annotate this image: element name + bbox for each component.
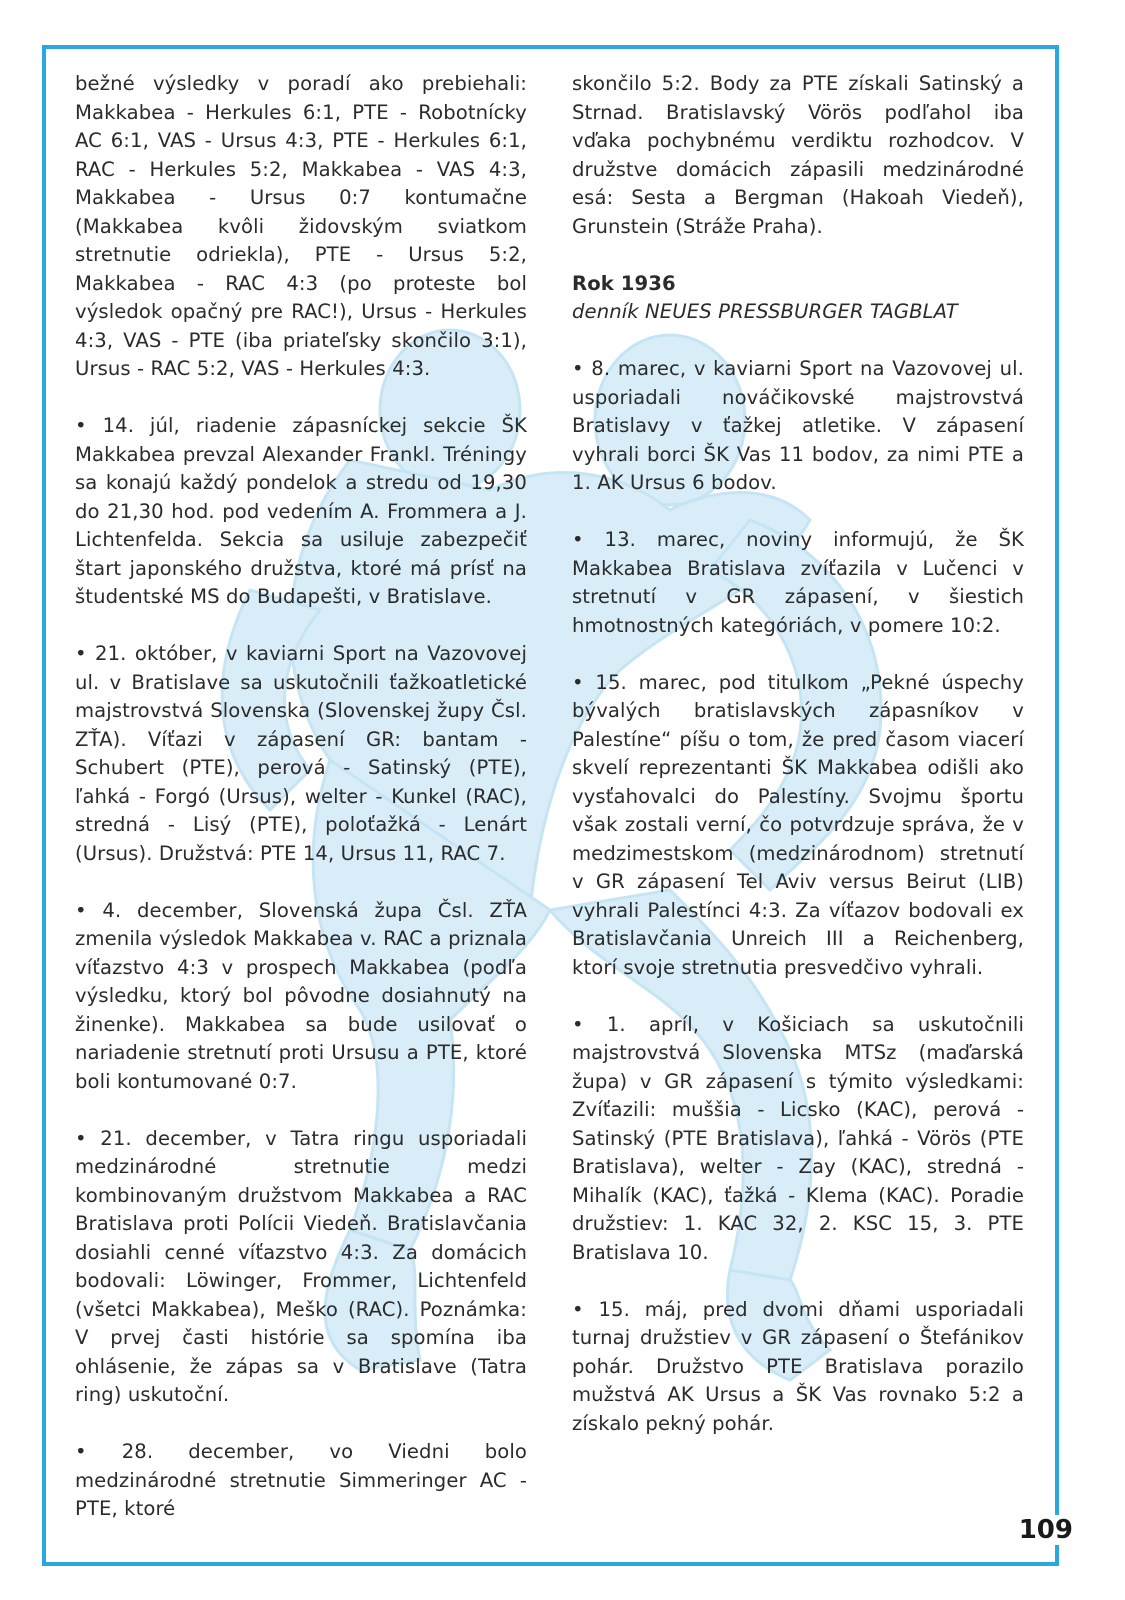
source-line: denník NEUES PRESSBURGER TAGBLAT [572, 300, 958, 323]
article-paragraph: • 15. máj, pred dvomi dňami usporiadali turnaj družstiev v GR zápasení o Štefánikov pohár. Družstvo PTE Bratislava porazilo mužstvá AK Ursus a ŠK Vas rovnako 5:2 a získalo pekný pohár. [572, 1297, 1024, 1435]
article-paragraph: • 14. júl, riadenie zápasníckej sekcie ŠK Makkabea prevzal Alexander Frankl. Tréningy sa konajú každý pondelok a stredu od 19,30 do 21,30 hod. pod vedením A. Frommera a J. Lichtenfelda. Sekcia sa usiluje zabezpečiť štart japonského družstva, ktoré má prísť na študentské MS do Budapešti, v Bratislave. [75, 414, 527, 608]
article-paragraph: • 4. december, Slovenská župa Čsl. ZŤA zmenila výsledok Makkabea v. RAC a priznala víťazstvo 4:3 v prospech Makkabea (podľa výsledku, ktorý bol pôvodne dosiahnutý na žinenke). Makkabea sa bude usilovať o nariadenie stretnutí proti Ursusu a PTE, ktoré boli kontumované 0:7. [75, 898, 527, 1093]
article-paragraph: skončilo 5:2. Body za PTE získali Satinský a Strnad. Bratislavský Vörös podľahol iba vďaka pochybnému verdiktu rozhodcov. V družstve domácich zápasili medzinárodné esá: Sesta a Bergman (Hakoah Viedeň), Grunstein (Stráže Praha). [572, 72, 1024, 238]
article-paragraph: • 13. marec, noviny informujú, že ŠK Makkabea Bratislava zvíťazila v Lučenci v stretnutí v GR zápasení, v šiestich hmotnostných kategóriách, v pomere 10:2. [572, 528, 1024, 637]
page-number: 109 [1013, 1515, 1079, 1545]
article-paragraph: • 21. október, v kaviarni Sport na Vazovovej ul. v Bratislave sa uskutočnili ťažkoatletické majstrovstvá Slovenska (Slovenskej župy Čsl. ZŤA). Víťazi v zápasení GR: bantam - Schubert (PTE), perová - Satinský (PTE), ľahká - Forgó (Ursus), welter - Kunkel (RAC), stredná - Lisý (PTE), poloťažká - Lenárt (Ursus). Družstvá: PTE 14, Ursus 11, RAC 7. [75, 642, 527, 865]
year-heading: Rok 1936 [572, 271, 676, 295]
article-paragraph: • 8. marec, v kaviarni Sport na Vazovovej ul. usporiadali nováčikovské majstrovstvá Bratislavy v ťažkej atletike. V zápasení vyhrali borci ŠK Vas 11 bodov, za nimi PTE a 1. AK Ursus 6 bodov. [572, 357, 1024, 494]
article-paragraph: bežné výsledky v poradí ako prebiehali: Makkabea - Herkules 6:1, PTE - Robotnícky AC 6:1, VAS - Ursus 4:3, PTE - Herkules 6:1, RAC - Herkules 5:2, Makkabea - VAS 4:3, Makkabea - Ursus 0:7 kontumačne (Makkabea kvôli židovským sviatkom stretnutie odriekla), PTE - Ursus 5:2, Makkabea - RAC 4:3 (po proteste bol výsledok opačný pre RAC!), Ursus - Herkules 4:3, VAS - PTE (iba priateľsky skončilo 3:1), Ursus - RAC 5:2, VAS - Herkules 4:3. [75, 72, 527, 380]
right-column [572, 70, 1024, 1467]
article-paragraph: • 21. december, v Tatra ringu usporiadali medzinárodné stretnutie medzi kombinovaným družstvom Makkabea a RAC Bratislava proti Polícii Viedeň. Bratislavčania dosiahli cenné víťazstvo 4:3. Za domácich bodovali: Löwinger, Frommer, Lichtenfeld (všetci Makkabea), Meško (RAC). Poznámka: V prvej časti histórie sa spomína iba ohlásenie, že zápas sa v Bratislave (Tatra ring) uskutoční. [75, 1126, 527, 1406]
article-paragraph: • 15. marec, pod titulkom „Pekné úspechy bývalých bratislavských zápasníkov v Palestíne“ píšu o tom, že pred časom viacerí skvelí reprezentanti ŠK Makkabea odišli ako vysťahovalci do Palestíny. Svojmu športu však zostali verní, čo potvrdzuje správa, že v medzimestskom (medzinárodnom) stretnutí v GR zápasení Tel Aviv versus Beirut (LIB) vyhrali Palestínci 4:3. Za víťazov bodovali ex Bratislavčania Unreich III a Reichenberg, ktorí svoje stretnutia presvedčivo vyhrali. [572, 670, 1024, 979]
article-paragraph: • 1. apríl, v Košiciach sa uskutočnili majstrovstvá Slovenska MTSz (maďarská župa) v GR zápasení s týmito výsledkami: Zvíťazili: muššia - Licsko (KAC), perová - Satinský (PTE Bratislava), ľahká - Vörös (PTE Bratislava), welter - Zay (KAC), stredná - Mihalík (KAC), ťažká - Klema (KAC). Poradie družstiev: 1. KAC 32, 2. KSC 15, 3. PTE Bratislava 10. [572, 1012, 1024, 1264]
article-paragraph: • 28. december, vo Viedni bolo medzinárodné stretnutie Simmeringer AC - PTE, ktoré [75, 1440, 527, 1520]
left-column [75, 70, 527, 1552]
